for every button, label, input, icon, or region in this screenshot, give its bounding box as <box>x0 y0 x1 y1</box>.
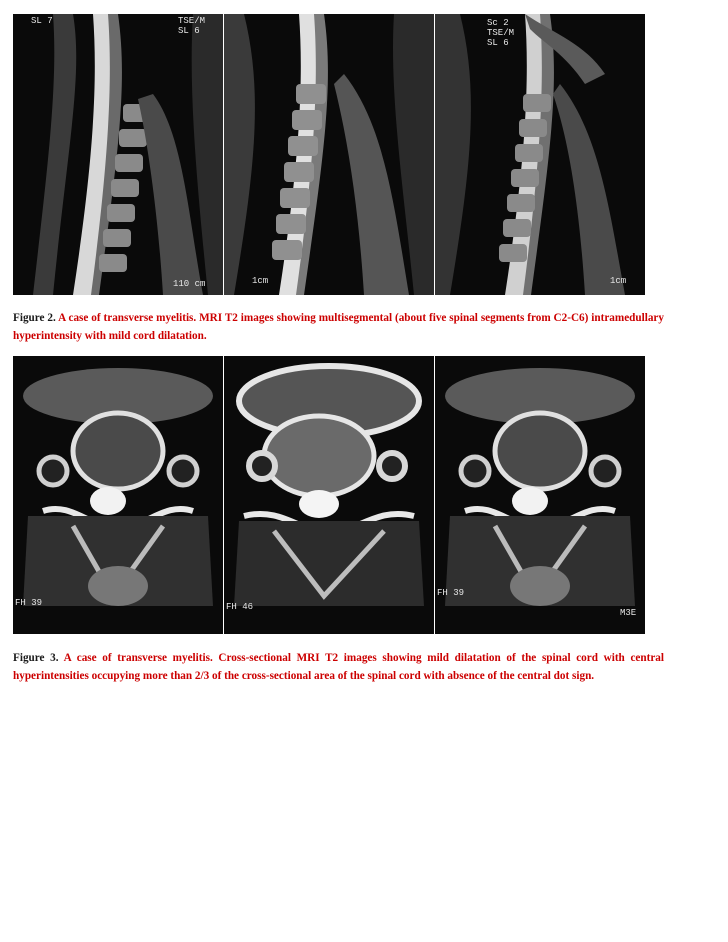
figure3-caption-text: A case of transverse myelitis. Cross-sectional MRI T2 images showing mild dilatation of the spinal cord with central hyperintensities occupying more than 2/3 of the cross-sectional area of the spinal cord with absence of the central dot sign. <box>13 652 664 682</box>
panel-label: FH 46 <box>226 602 254 612</box>
panel-label: 110 cm <box>173 279 206 289</box>
panel-label: M3E <box>620 608 637 618</box>
figure2-caption-label: Figure 2. <box>13 312 56 324</box>
figure3-caption <box>13 650 664 685</box>
panel-label: TSE/M <box>487 28 515 38</box>
figure2-sagittal-mri-panel-3 <box>435 14 645 295</box>
panel-label: SL 6 <box>487 38 509 48</box>
sagittal-mri-image <box>435 14 645 295</box>
figure2-sagittal-mri-panel-1 <box>13 14 223 295</box>
panel-label: SL 6 <box>178 26 200 36</box>
figure2-caption <box>13 310 664 345</box>
sagittal-mri-image <box>224 14 434 295</box>
figure3-axial-mri-panel-1 <box>13 356 223 634</box>
panel-label: 1cm <box>252 276 269 286</box>
panel-label: FH 39 <box>437 588 465 598</box>
figure3-axial-mri-panel-3 <box>435 356 645 634</box>
figure3-axial-mri-panel-2 <box>224 356 434 634</box>
panel-label: 1cm <box>610 276 627 286</box>
figure2-sagittal-mri-panel-2 <box>224 14 434 295</box>
panel-label: FH 39 <box>15 598 43 608</box>
axial-mri-image <box>224 356 434 634</box>
panel-label: SL 7 <box>31 16 53 26</box>
panel-label: TSE/M <box>178 16 206 26</box>
figure3-caption-label: Figure 3. <box>13 652 59 664</box>
figure2-caption-text: A case of transverse myelitis. MRI T2 images showing multisegmental (about five spinal segments from C2-C6) intramedullary hyperintensity with mild cord dilatation. <box>13 312 664 342</box>
sagittal-mri-image <box>13 14 223 295</box>
axial-mri-image <box>435 356 645 634</box>
axial-mri-image <box>13 356 223 634</box>
panel-label: Sc 2 <box>487 18 509 28</box>
